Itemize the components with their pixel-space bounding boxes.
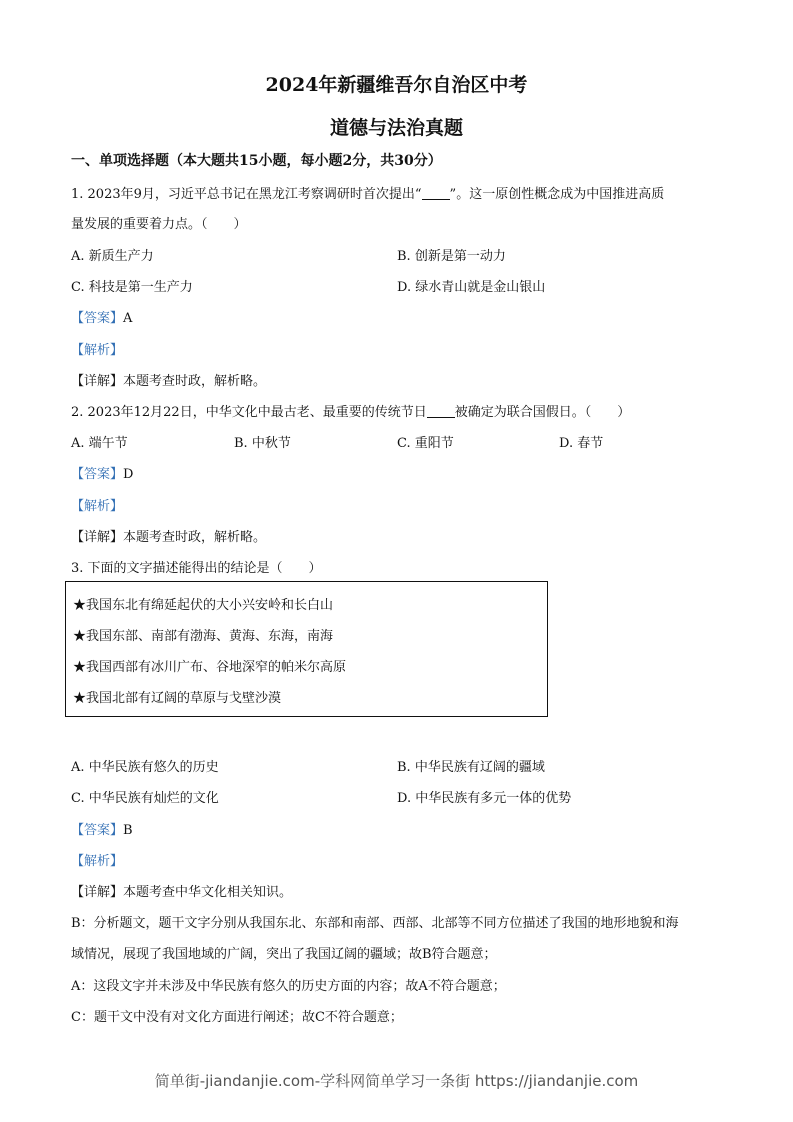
footer-watermark: 简单街-jiandanjie.com-学科网简单学习一条街 https://jiandanjie.com bbox=[154, 1072, 639, 1090]
detail-tag: 【详解】 bbox=[71, 530, 124, 545]
q2-blank bbox=[427, 405, 455, 418]
q1-stem-line2: 量发展的重要着力点。（ ） bbox=[71, 217, 247, 232]
q1-stem-line1 bbox=[71, 183, 664, 202]
q2-answer-value: D bbox=[123, 467, 134, 482]
q3-box-line-4: ★我国北部有辽阔的草原与戈壁沙漠 bbox=[73, 691, 282, 706]
q3-answer-value: B bbox=[123, 823, 133, 838]
q2-option-b: B. 中秋节 bbox=[234, 436, 291, 451]
q1-option-c: C. 科技是第一生产力 bbox=[71, 280, 193, 295]
detail-tag: 【详解】 bbox=[71, 885, 124, 900]
q1-analysis bbox=[71, 339, 123, 358]
q1-detail bbox=[71, 370, 266, 389]
q2-option-d: D. 春节 bbox=[559, 436, 604, 451]
q1-option-b: B. 创新是第一动力 bbox=[397, 249, 506, 264]
q3-explain-line-4: C：题干文中没有对文化方面进行阐述；故C不符合题意； bbox=[71, 1010, 403, 1025]
q3-box-line-2: ★我国东部、南部有渤海、黄海、东海，南海 bbox=[73, 629, 334, 644]
q2-analysis bbox=[71, 495, 123, 514]
q1-blank bbox=[422, 187, 450, 200]
q3-analysis bbox=[71, 850, 123, 869]
q2-answer bbox=[71, 463, 133, 482]
q3-option-d: D. 中华民族有多元一体的优势 bbox=[397, 791, 572, 806]
q1-option-a: A. 新质生产力 bbox=[71, 249, 154, 264]
q3-explain-line-2: 域情况，展现了我国地域的广阔，突出了我国辽阔的疆域；故B符合题意； bbox=[71, 947, 497, 962]
q2-detail bbox=[71, 526, 266, 545]
q2-stem-part2: 被确定为联合国假日。（ ） bbox=[454, 405, 631, 420]
analysis-tag: 【解析】 bbox=[71, 499, 124, 514]
analysis-tag: 【解析】 bbox=[71, 854, 124, 869]
q1-option-d: D. 绿水青山就是金山银山 bbox=[397, 280, 546, 295]
q3-option-a: A. 中华民族有悠久的历史 bbox=[71, 760, 219, 775]
page-subtitle: 道德与法治真题 bbox=[329, 117, 463, 139]
q3-stem: 3. 下面的文字描述能得出的结论是（ ） bbox=[71, 561, 322, 576]
q1-detail-text: 本题考查时政，解析略。 bbox=[123, 374, 267, 389]
q2-stem bbox=[71, 401, 630, 420]
q1-answer bbox=[71, 307, 132, 326]
q3-explain-line-3: A：这段文字并未涉及中华民族有悠久的历史方面的内容；故A不符合题意； bbox=[71, 979, 506, 994]
q3-answer bbox=[71, 819, 133, 838]
q3-option-c: C. 中华民族有灿烂的文化 bbox=[71, 791, 219, 806]
q2-stem-part1: 2. 2023年12月22日，中华文化中最古老、最重要的传统节日 bbox=[71, 405, 427, 420]
q2-option-c: C. 重阳节 bbox=[397, 436, 454, 451]
page-title: 2024年新疆维吾尔自治区中考 bbox=[265, 74, 528, 96]
q1-stem-part2: ”。这一原创性概念成为中国推进高质 bbox=[449, 187, 665, 202]
q3-explain-line-1: B：分析题文，题干文字分别从我国东北、东部和南部、西部、北部等不同方位描述了我国的地形地貌和海 bbox=[71, 916, 679, 931]
detail-tag: 【详解】 bbox=[71, 374, 124, 389]
q3-box-line-1: ★我国东北有绵延起伏的大小兴安岭和长白山 bbox=[73, 598, 334, 613]
analysis-tag: 【解析】 bbox=[71, 343, 124, 358]
q3-detail-text: 本题考查中华文化相关知识。 bbox=[123, 885, 293, 900]
q3-box-line-3: ★我国西部有冰川广布、谷地深窄的帕米尔高原 bbox=[73, 660, 347, 675]
q2-option-a: A. 端午节 bbox=[71, 436, 128, 451]
q1-stem-part1: 1. 2023年9月，习近平总书记在黑龙江考察调研时首次提出“ bbox=[71, 187, 422, 202]
q3-detail bbox=[71, 881, 292, 900]
answer-tag: 【答案】 bbox=[71, 467, 124, 482]
section-heading: 一、单项选择题（本大题共15小题，每小题2分，共30分） bbox=[71, 153, 442, 169]
q1-answer-value: A bbox=[123, 311, 133, 326]
answer-tag: 【答案】 bbox=[71, 311, 124, 326]
q3-option-b: B. 中华民族有辽阔的疆域 bbox=[397, 760, 545, 775]
q2-detail-text: 本题考查时政，解析略。 bbox=[123, 530, 267, 545]
answer-tag: 【答案】 bbox=[71, 823, 124, 838]
